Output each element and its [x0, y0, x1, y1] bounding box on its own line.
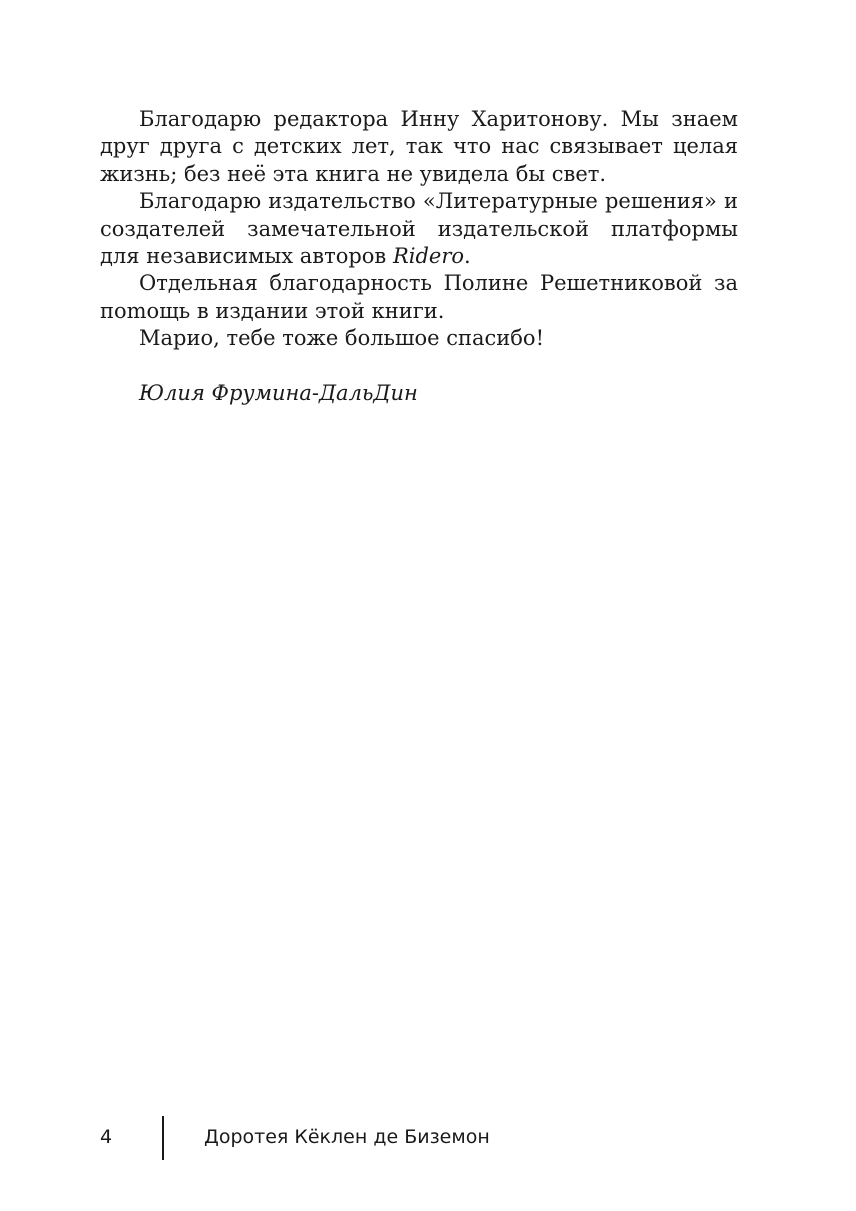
page-footer — [100, 1116, 740, 1160]
paragraph-publisher-thanks — [100, 188, 738, 270]
paragraph-editor-thanks: Благодарю редактора Инну Харитонову. Мы знаем друг друга с детских лет, так что нас связывает целая жизнь; без неё эта книга не увидела бы свет. — [100, 107, 738, 186]
book-page-text — [100, 106, 738, 407]
publisher-thanks-end: . — [464, 244, 471, 269]
paragraph-special-thanks: Отдельная благодарность Полине Решетниковой за поmощь в издании этой книги. — [100, 271, 738, 323]
running-head-author: Доротея Кёклен де Биземон — [204, 1126, 490, 1148]
author-signature: Юлия Фрумина-ДальДин — [139, 380, 418, 405]
page-number: 4 — [100, 1126, 113, 1148]
platform-name: Ridero — [392, 244, 465, 269]
footer-divider — [162, 1116, 164, 1160]
publisher-thanks-text: Благодарю издательство «Литературные решения» и создателей замечательной издательской платформы для независимых авторов — [100, 189, 738, 269]
paragraph-mario-thanks: Марио, тебе тоже большое спасибо! — [139, 326, 545, 351]
